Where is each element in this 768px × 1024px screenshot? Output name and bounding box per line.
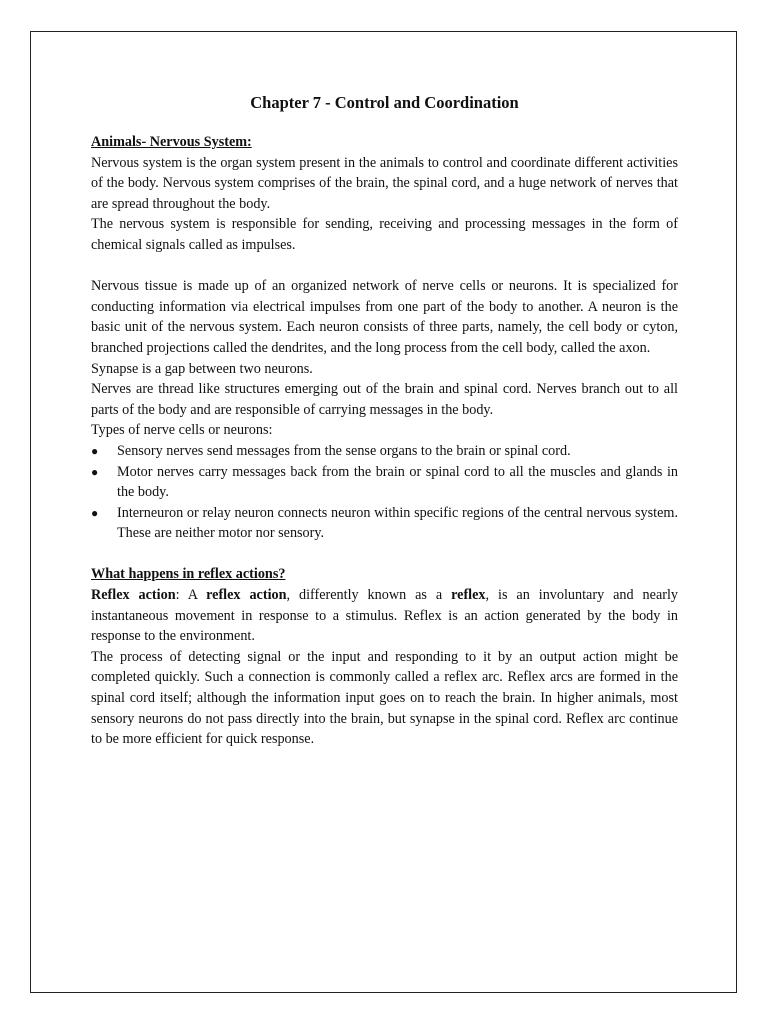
paragraph-nervous-system-intro: Nervous system is the organ system present in the animals to control and coordinate different activities of the body. Nervous system comprises of the brain, the spinal cord, and a huge network of nerves that are spread throughout the body. <box>91 154 678 212</box>
neuron-types-list <box>91 441 678 544</box>
paragraph-reflex-arc: The process of detecting signal or the input and responding to it by an output action might be completed quickly. Such a connection is commonly called a reflex arc. Reflex arcs are formed in the spinal cord itself; although the information input goes on to reach the brain. In higher animals, most sensory neurons do not pass directly into the brain, but synapse in the spinal cord. Reflex arc continue to be more efficient for quick response. <box>91 648 678 748</box>
paragraph-reflex-definition <box>91 585 678 647</box>
paragraph-synapse: Synapse is a gap between two neurons. <box>91 360 313 377</box>
list-item-text: Motor nerves carry messages back from the brain or spinal cord to all the muscles and glands in the body. <box>117 463 678 501</box>
section-heading-reflex-actions: What happens in reflex actions? <box>91 566 286 583</box>
term-reflex-action: reflex action <box>206 587 287 604</box>
list-item-text: Sensory nerves send messages from the sense organs to the brain or spinal cord. <box>117 442 571 459</box>
document-body <box>91 92 678 750</box>
text-fragment: , is an involuntary and nearly instantaneous movement in response to a stimulus. Reflex is an action generated by the body in response to the environment. <box>91 587 678 645</box>
term-reflex-action-lead: Reflex action <box>91 587 176 604</box>
paragraph-spacer <box>91 256 678 277</box>
list-item-text: Interneuron or relay neuron connects neuron within specific regions of the central nervous system. These are neither motor nor sensory. <box>117 504 678 542</box>
paragraph-spacer <box>91 544 678 565</box>
paragraph-nerves: Nerves are thread like structures emerging out of the brain and spinal cord. Nerves branch out to all parts of the body and are responsible of carrying messages in the body. <box>91 381 678 418</box>
section-heading-nervous-system: Animals- Nervous System: <box>91 134 252 150</box>
text-fragment: : A <box>175 587 207 604</box>
list-item <box>91 503 678 544</box>
bullet-dot-icon: ● <box>91 464 99 479</box>
bullet-dot-icon: ● <box>91 443 99 458</box>
paragraph-nervous-tissue: Nervous tissue is made up of an organized network of nerve cells or neurons. It is specialized for conducting information via electrical impulses from one part of the body to another. A neuron is the basic unit of the nervous system. Each neuron consists of three parts, namely, the cell body or cyton, branched projections called the dendrites, and the long process from the cell body, called the axon. <box>91 278 678 356</box>
list-item <box>91 441 678 462</box>
term-reflex: reflex <box>451 587 486 604</box>
page-title: Chapter 7 - Control and Coordination <box>250 93 519 112</box>
text-fragment: , differently known as a <box>286 587 452 604</box>
bullet-dot-icon: ● <box>91 505 99 520</box>
list-item <box>91 462 678 503</box>
paragraph-types-of-neurons: Types of nerve cells or neurons: <box>91 422 273 439</box>
paragraph-nervous-system-role: The nervous system is responsible for sending, receiving and processing messages in the form of chemical signals called as impulses. <box>91 216 678 253</box>
